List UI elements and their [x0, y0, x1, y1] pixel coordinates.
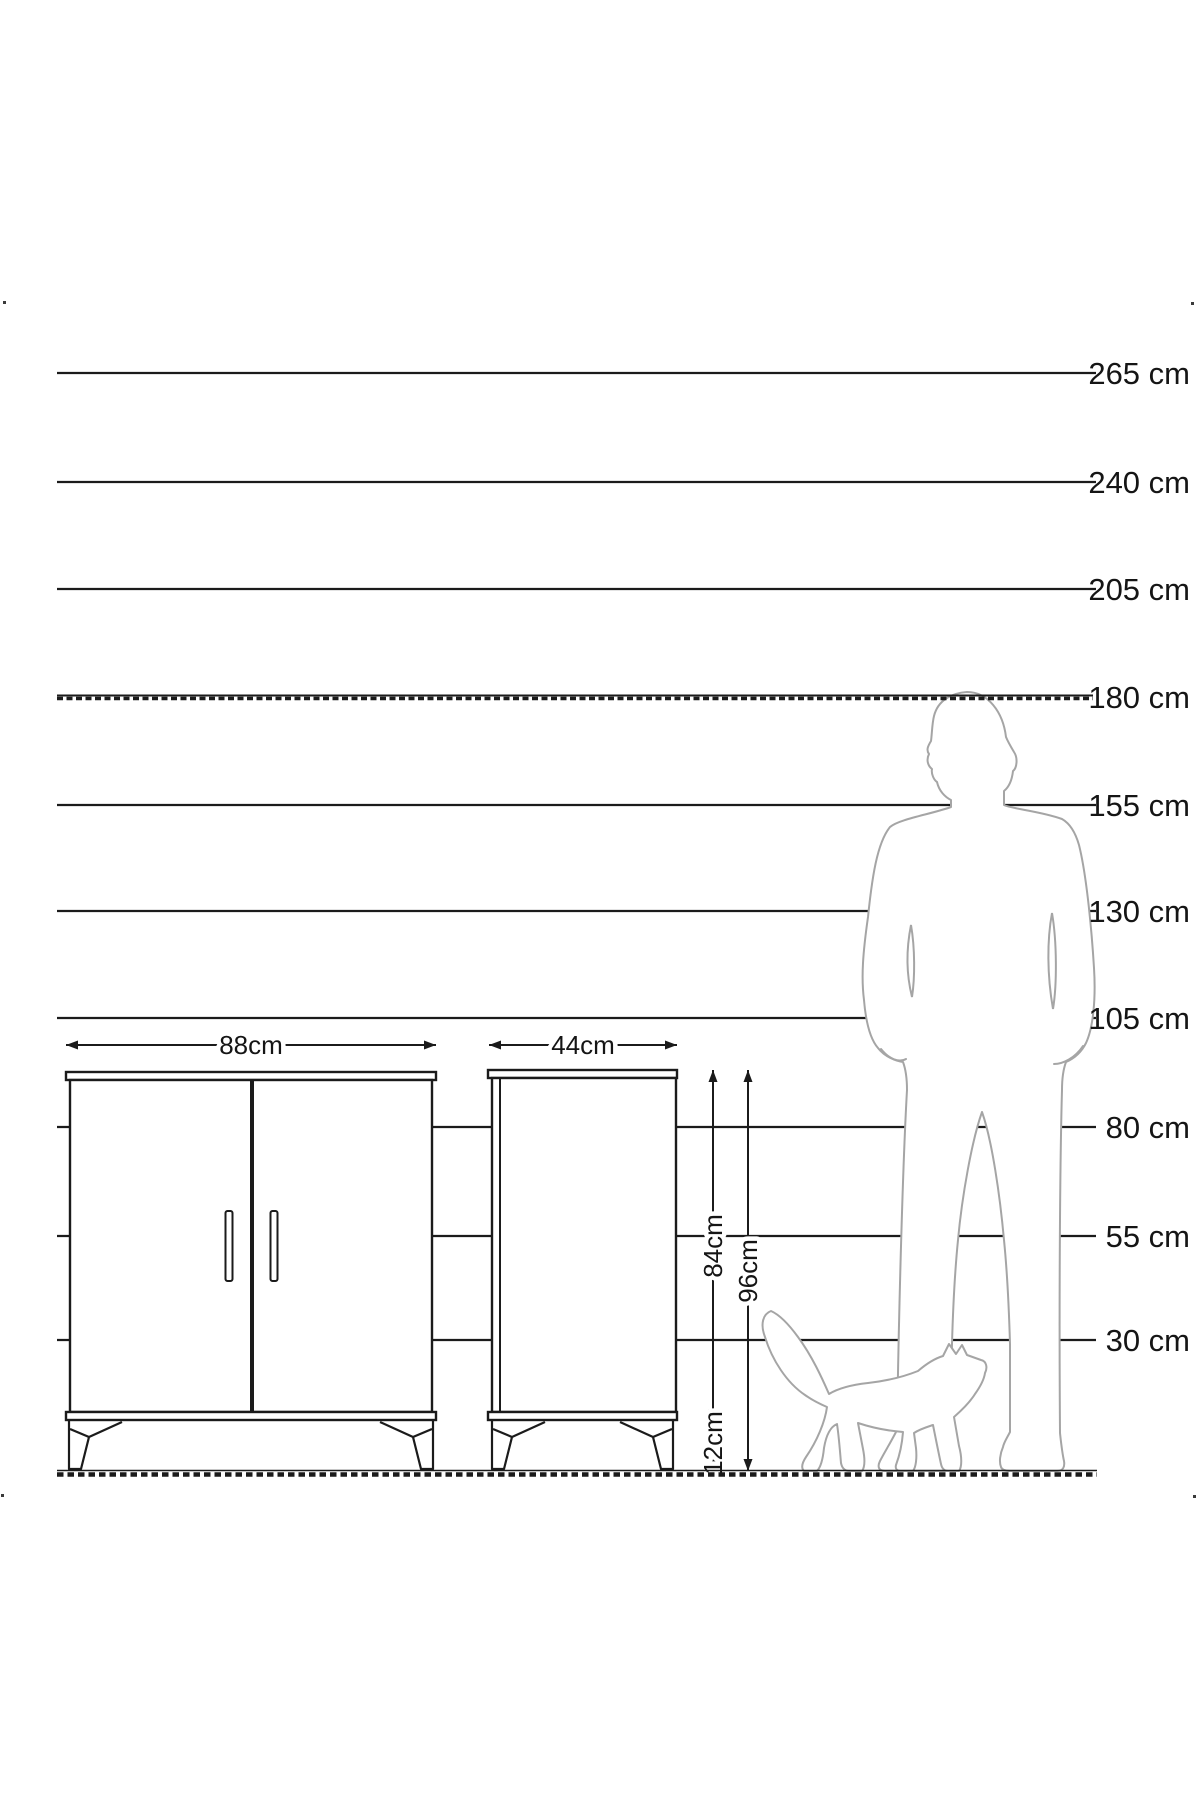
right-door-handle	[271, 1211, 278, 1281]
arrow-up-icon	[709, 1070, 718, 1082]
ruler-label-240cm: 240 cm	[1088, 465, 1190, 500]
cabinet-front-view	[66, 1072, 436, 1469]
ruler-label-155cm: 155 cm	[1088, 788, 1190, 823]
ruler-label-55cm: 55 cm	[1105, 1219, 1190, 1254]
left-door-handle	[226, 1211, 233, 1281]
floor-line	[57, 1471, 1097, 1475]
cabinet-side-view	[488, 1070, 677, 1469]
ruler-label-265cm: 265 cm	[1088, 356, 1190, 391]
arrow-down-icon	[744, 1459, 753, 1471]
ruler-label-105cm: 105 cm	[1088, 1001, 1190, 1036]
total-height-dimension	[733, 1070, 763, 1471]
height-ruler-labels	[1088, 356, 1190, 1358]
side-width-label: 44cm	[551, 1030, 615, 1060]
front-width-label: 88cm	[219, 1030, 283, 1060]
man-outline	[863, 692, 1095, 1471]
front-bottom-board	[66, 1412, 436, 1420]
ruler-label-130cm: 130 cm	[1088, 894, 1190, 929]
ruler-label-205cm: 205 cm	[1088, 572, 1190, 607]
scan-speck	[1, 1494, 4, 1497]
arrow-left-icon	[66, 1041, 78, 1050]
side-width-dimension	[489, 1030, 677, 1060]
front-width-dimension	[66, 1030, 436, 1060]
side-panel	[492, 1078, 676, 1412]
ruler-label-30cm: 30 cm	[1105, 1323, 1190, 1358]
scan-speck	[3, 301, 6, 304]
leg-height-dimension	[698, 1411, 728, 1475]
front-legs	[69, 1421, 433, 1469]
side-bottom-board	[488, 1412, 677, 1420]
carcass-height-label: 84cm	[698, 1214, 728, 1278]
arrow-up-icon	[744, 1070, 753, 1082]
arrow-left-icon	[489, 1041, 501, 1050]
side-legs	[492, 1421, 673, 1469]
scan-speck	[1193, 1495, 1196, 1498]
leg-height-label: 12cm	[698, 1411, 728, 1475]
carcass-height-dimension	[698, 1070, 728, 1421]
adult-male-silhouette	[863, 692, 1095, 1471]
arrow-right-icon	[424, 1041, 436, 1050]
arrow-right-icon	[665, 1041, 677, 1050]
scan-speck	[1191, 302, 1194, 305]
ruler-label-180cm: 180 cm	[1088, 680, 1190, 715]
ruler-label-80cm: 80 cm	[1105, 1110, 1190, 1145]
hatched-180-line	[57, 696, 1093, 699]
total-height-label: 96cm	[733, 1239, 763, 1303]
